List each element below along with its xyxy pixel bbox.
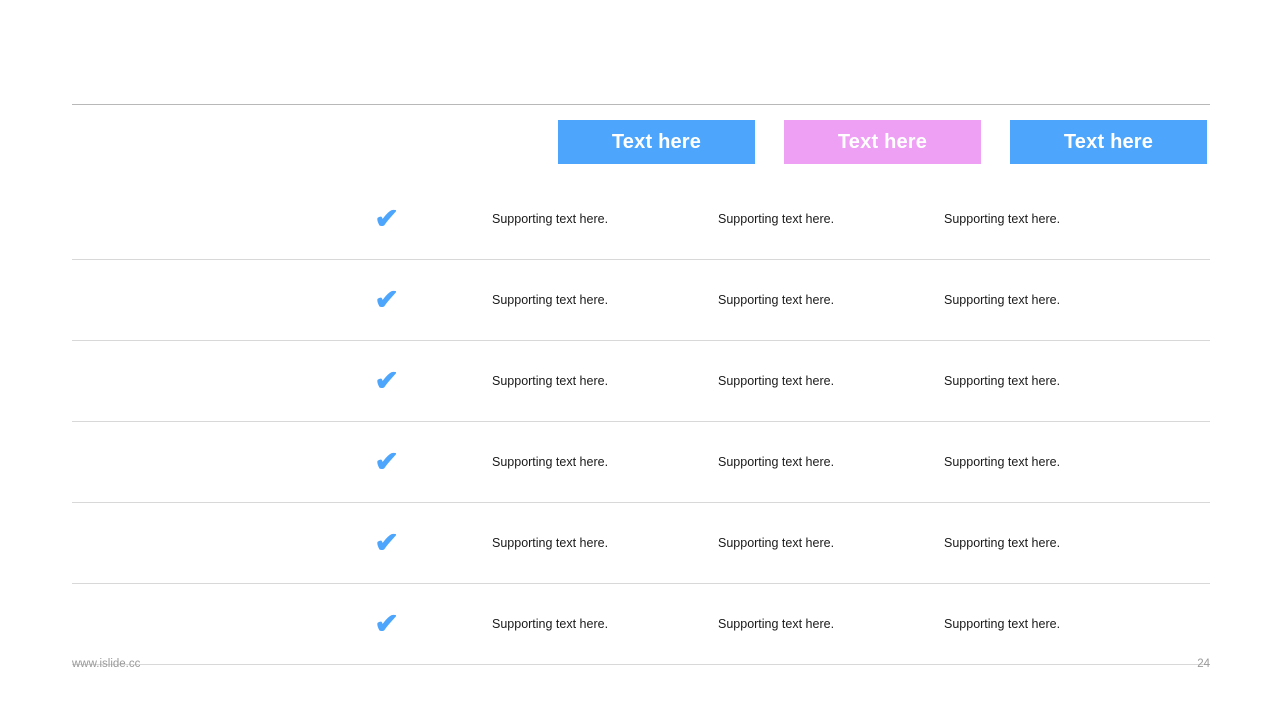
check-icon: ✔ [374, 203, 400, 234]
row-support-cell: Supporting text here. [492, 293, 609, 307]
check-icon: ✔ [374, 608, 400, 639]
row-support-cell: Supporting text here. [492, 617, 609, 631]
table-header-row [72, 105, 1210, 179]
row-check-cell [292, 448, 482, 476]
row-support-cell: Supporting text here. [718, 212, 835, 226]
column-header-button-3[interactable] [1010, 120, 1207, 164]
check-icon: ✔ [374, 527, 400, 558]
slide-footer [72, 658, 1210, 670]
row-support-cell: Supporting text here. [718, 617, 835, 631]
row-support-cell: Supporting text here. [944, 212, 1061, 226]
row-check-cell [292, 367, 482, 395]
row-check-cell [292, 205, 482, 233]
row-support-cell: Supporting text here. [718, 293, 835, 307]
footer-url[interactable]: www.islide.cc [72, 658, 141, 670]
page-number: 24 [1197, 658, 1210, 670]
check-icon: ✔ [374, 284, 400, 315]
row-support-cell: Supporting text here. [718, 374, 835, 388]
row-support-cell: Supporting text here. [492, 374, 609, 388]
table-row [72, 503, 1210, 583]
row-support-cell: Supporting text here. [944, 374, 1061, 388]
row-check-cell [292, 529, 482, 557]
row-support-cell: Supporting text here. [944, 293, 1061, 307]
row-support-cell: Supporting text here. [944, 617, 1061, 631]
table-row [72, 260, 1210, 340]
row-check-cell [292, 286, 482, 314]
row-support-cell: Supporting text here. [492, 536, 609, 550]
check-icon: ✔ [374, 446, 400, 477]
row-support-cell: Supporting text here. [492, 455, 609, 469]
check-icon: ✔ [374, 365, 400, 396]
column-header-button-2[interactable] [784, 120, 981, 164]
comparison-table [72, 104, 1210, 665]
table-row [72, 341, 1210, 421]
column-header-label-1: Text here [611, 130, 702, 153]
row-check-cell [292, 610, 482, 638]
column-header-label-3: Text here [1063, 130, 1154, 153]
row-support-cell: Supporting text here. [944, 455, 1061, 469]
row-support-cell: Supporting text here. [492, 212, 609, 226]
row-support-cell: Supporting text here. [944, 536, 1061, 550]
column-header-label-2: Text here [837, 130, 928, 153]
table-row [72, 179, 1210, 259]
table-row [72, 422, 1210, 502]
row-support-cell: Supporting text here. [718, 455, 835, 469]
column-header-button-1[interactable] [558, 120, 755, 164]
row-support-cell: Supporting text here. [718, 536, 835, 550]
table-row [72, 584, 1210, 664]
